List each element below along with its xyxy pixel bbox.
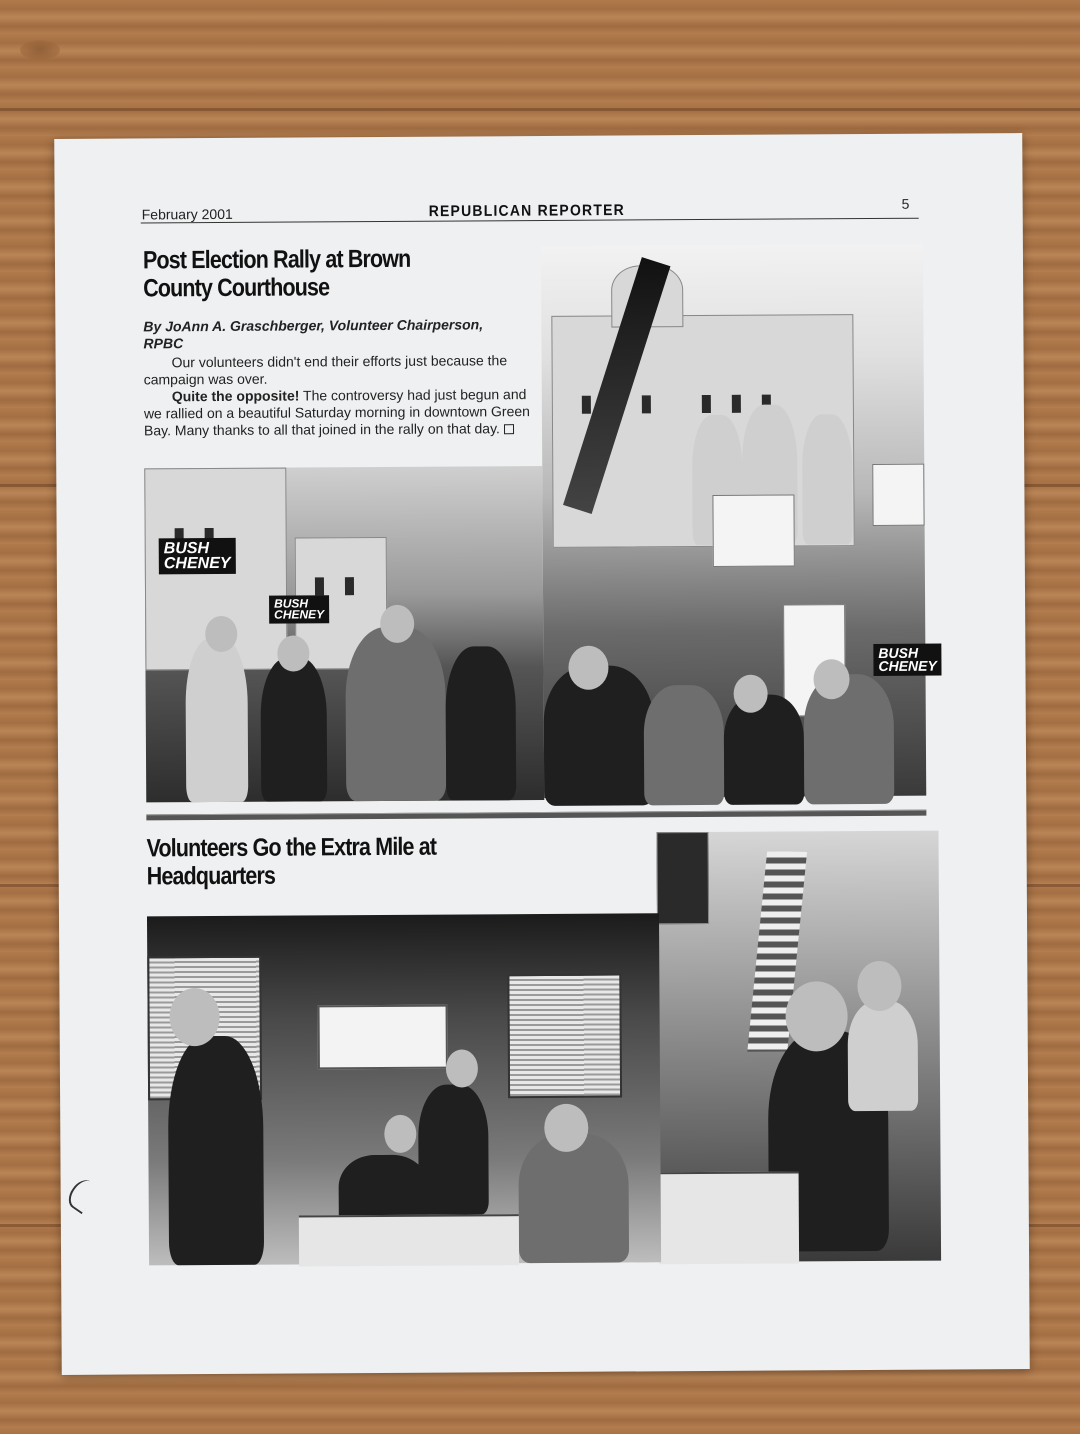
paragraph: Our volunteers didn't end their efforts just because the campaign was over. (143, 352, 508, 388)
volunteer-standing (168, 1036, 264, 1266)
sign-text: BUSH (274, 596, 309, 611)
wall-poster (656, 832, 709, 924)
courthouse-rally-photo (541, 244, 937, 798)
headline-line: Headquarters (146, 861, 276, 891)
person-head (384, 1115, 416, 1153)
statue (802, 414, 853, 544)
protest-sign (712, 494, 794, 566)
floor-seam (0, 108, 1080, 111)
sign-text: CHENEY (274, 607, 325, 622)
header-date: February 2001 (141, 205, 233, 223)
sign-text: BUSH (163, 540, 210, 558)
article1-headline (143, 245, 411, 303)
page-number: 5 (901, 195, 910, 212)
window (582, 396, 591, 414)
byline-line: By JoAnn A. Graschberger, Volunteer Chairperson, (143, 316, 484, 335)
volunteer-seated (848, 1001, 919, 1111)
wood-knot (20, 40, 60, 60)
end-mark-icon (504, 424, 514, 434)
publication-title: REPUBLICAN REPORTER (428, 200, 625, 220)
person-head (857, 961, 901, 1011)
hq-phone-volunteer-photo (656, 831, 941, 1263)
hq-office-photo (147, 913, 661, 1265)
street-rally-photo (144, 466, 544, 802)
sign-text: CHENEY (878, 657, 937, 674)
article1-byline (143, 316, 538, 352)
window (345, 577, 354, 595)
headline-line: County Courthouse (143, 273, 330, 303)
volunteer-standing (418, 1084, 489, 1214)
rally-person (185, 638, 248, 802)
person-head (813, 659, 849, 699)
headline-line: Post Election Rally at Brown (142, 244, 411, 275)
person-head (785, 981, 847, 1051)
bush-cheney-sign (269, 595, 329, 623)
person-head (277, 635, 309, 671)
window (315, 577, 324, 595)
rally-person (644, 685, 725, 805)
headline-line: Volunteers Go the Extra Mile at (146, 832, 437, 863)
byline-line: RPBC (143, 335, 184, 352)
rally-person (345, 627, 446, 802)
desk (299, 1214, 519, 1266)
rally-person (724, 694, 805, 804)
sign-text: CHENEY (163, 554, 231, 573)
person-head (544, 1104, 588, 1152)
window (732, 395, 741, 413)
paragraph-text: The controversy had just begun and we rallied on a beautiful Saturday morning in downtown Green Bay. Many thanks to all that joined in the rally on that day. (143, 386, 530, 439)
person-head (169, 988, 219, 1046)
person-head (380, 605, 414, 643)
rally-person (445, 646, 516, 800)
bush-cheney-sign (159, 538, 236, 574)
rally-person (260, 657, 327, 801)
person-head (446, 1049, 478, 1087)
newsletter-page (54, 133, 1030, 1375)
article1-body (144, 352, 540, 439)
window-blind (507, 974, 622, 1099)
protest-sign (872, 464, 924, 526)
volunteer-standing (518, 1133, 629, 1263)
section-divider (146, 810, 926, 821)
rally-person (804, 674, 895, 805)
pen-mark (64, 1175, 100, 1214)
window (702, 395, 711, 413)
whiteboard (318, 1005, 448, 1070)
lead-in: Quite the opposite! (171, 387, 300, 405)
article2-headline (146, 833, 436, 891)
bush-cheney-sign (873, 644, 942, 676)
person-head (734, 675, 768, 713)
window (642, 395, 651, 413)
sign-text: BUSH (878, 644, 919, 661)
person-head (568, 646, 608, 690)
person-head (205, 616, 237, 652)
paragraph (144, 386, 539, 439)
desk (659, 1171, 800, 1264)
